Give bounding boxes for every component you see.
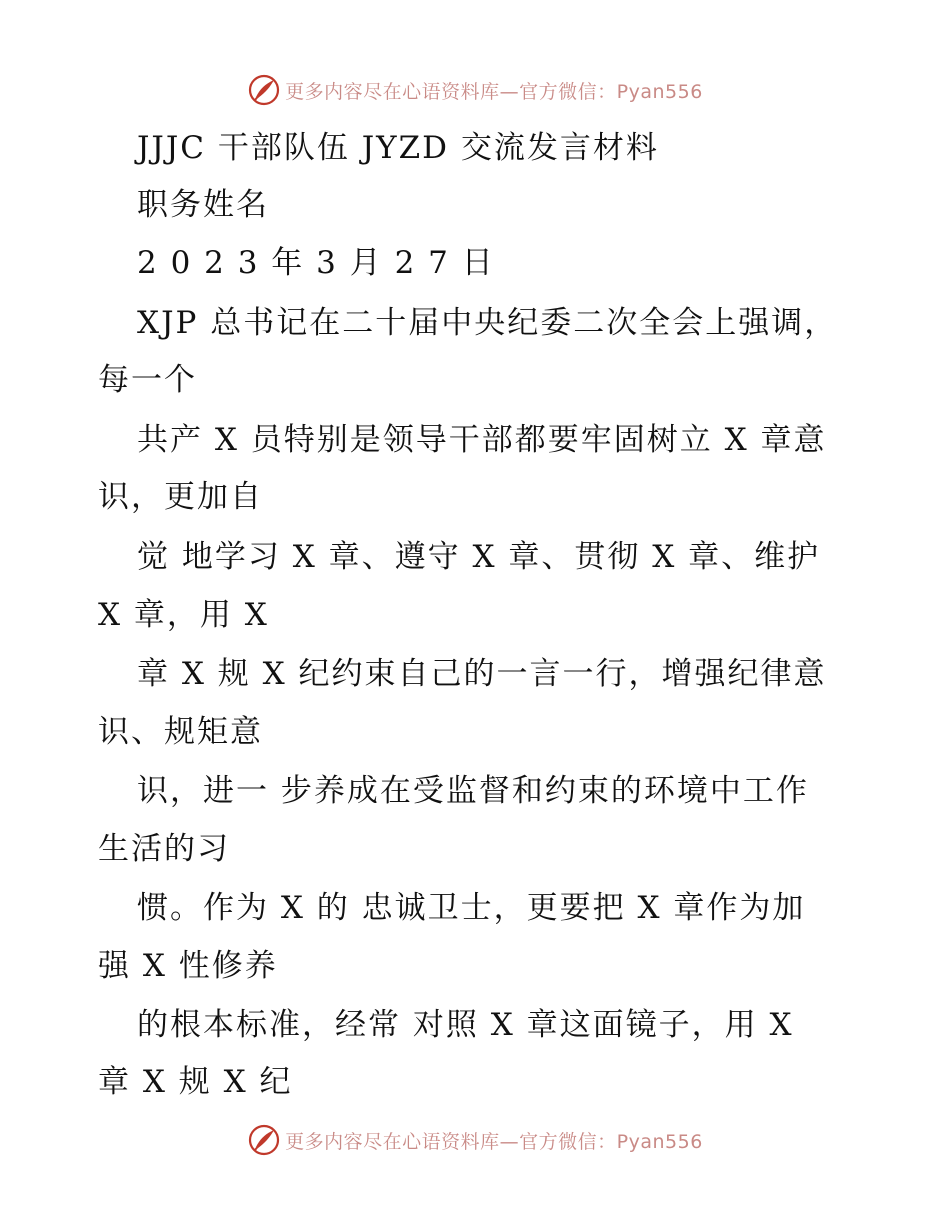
paragraph-line: 识、规矩意 [98,714,263,750]
paragraph-line: 觉 地学习 X 章、遵守 X 章、贯彻 X 章、维护 [137,539,821,575]
paragraph-line: 每一个 [98,362,197,398]
paragraph-line: 的根本标准，经常 对照 X 章这面镜子，用 X [137,1007,794,1043]
paragraph-line: 生活的习 [98,831,230,867]
paragraph-line: 识，更加自 [98,479,263,515]
paragraph-line: XJP 总书记在二十届中央纪委二次全会上强调， [137,305,838,341]
paragraph-line: 强 X 性修养 [98,948,278,984]
document-title: JJJC 干部队伍 JYZD 交流发言材料 [137,130,659,166]
paragraph-line: 章 X 规 X 纪约束自己的一言一行，增强纪律意 [137,656,827,692]
author-line: 职务姓名 [137,187,269,223]
watermark-text: 更多内容尽在心语资料库—官方微信：Pyan556 [285,1130,703,1153]
quill-logo-icon [247,1123,281,1157]
quill-logo-icon [247,73,281,107]
paragraph-line: 共产 X 员特别是领导干部都要牢固树立 X 章意 [137,422,827,458]
watermark-text: 更多内容尽在心语资料库—官方微信：Pyan556 [285,80,703,103]
footer-watermark [0,1120,950,1160]
paragraph-line: 惯。作为 X 的 忠诚卫士，更要把 X 章作为加 [137,890,806,926]
header-watermark [0,70,950,110]
paragraph-line: 识，进一 步养成在受监督和约束的环境中工作 [137,773,809,809]
paragraph-line: X 章，用 X [98,597,269,633]
date-line: 2 0 2 3 年 3 月 2 7 日 [137,245,495,281]
paragraph-line: 章 X 规 X 纪 [98,1064,293,1100]
